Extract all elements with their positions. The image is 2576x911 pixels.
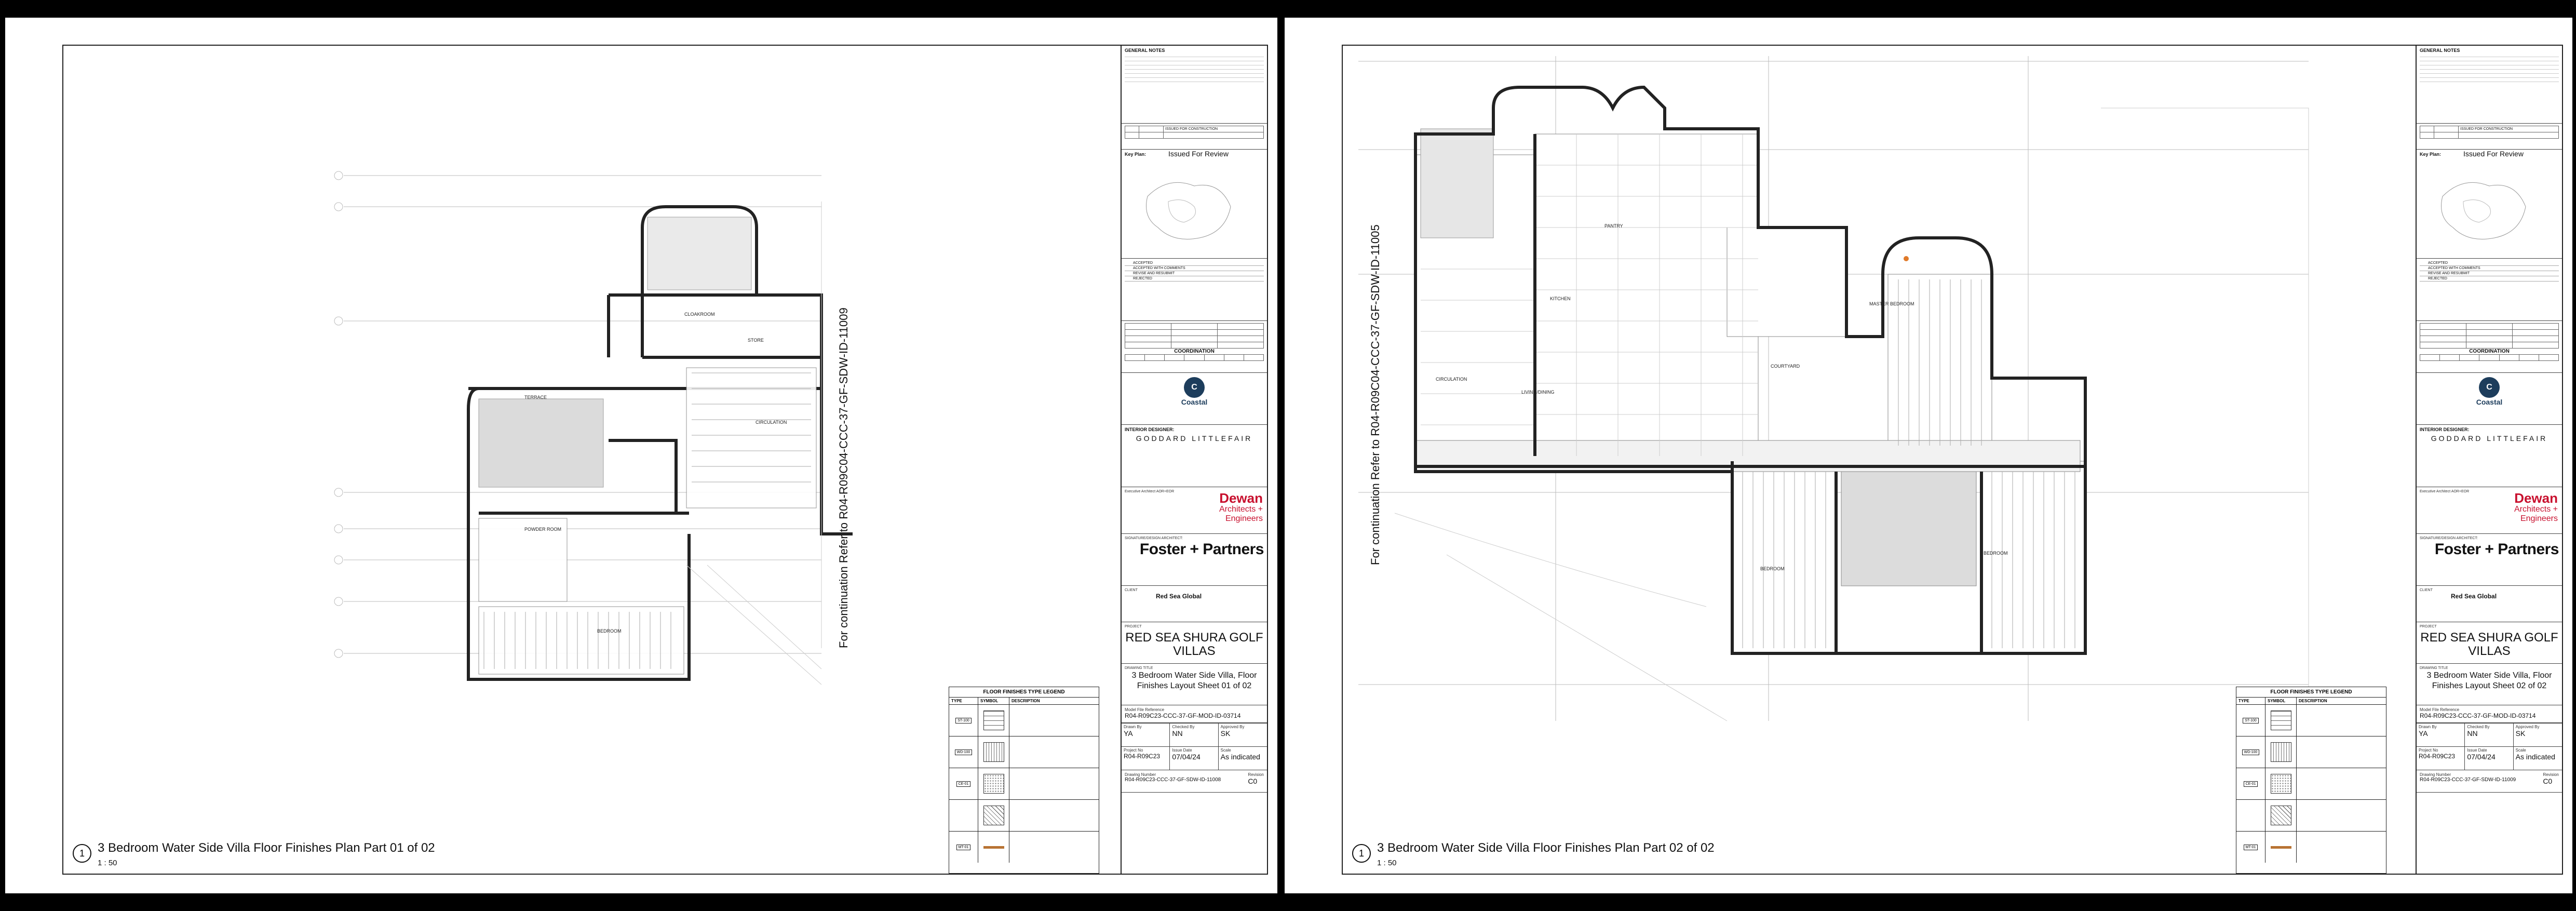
issue-date-label: Issue Date (2467, 748, 2487, 753)
revision-section (1122, 124, 1267, 150)
drawing-title-section (1122, 664, 1267, 705)
design-architect-section (1122, 534, 1267, 586)
revision-description: ISSUED FOR CONSTRUCTION (2459, 126, 2559, 132)
status-item: REVISE AND RESUBMIT (1125, 271, 1264, 276)
coastal-logo-icon: C (2479, 377, 2500, 398)
model-file-label: Model File Reference (1125, 707, 1165, 712)
dewan-logo: Dewan (1219, 490, 1263, 506)
project-no-label: Project No (1124, 748, 1143, 753)
room-label: LIVING/DINING (1521, 390, 1555, 395)
model-file-section (1122, 705, 1267, 723)
view-scale: 1 : 50 (98, 859, 117, 867)
consultant-name: Coastal (1181, 398, 1208, 406)
model-file: R04-R09C23-CCC-37-GF-MOD-ID-03714 (1125, 712, 1241, 719)
legend-title: FLOOR FINISHES TYPE LEGEND (949, 687, 1099, 698)
interior-designer-section (1122, 425, 1267, 487)
status-item: REJECTED (2420, 276, 2559, 282)
legend-row (949, 832, 1099, 863)
drawing-number-section (1122, 770, 1267, 793)
room-label: CIRCULATION (1436, 377, 1467, 382)
status-item: ACCEPTED (2420, 261, 2559, 266)
interior-designer-label: INTERIOR DESIGNER: (1125, 427, 1175, 432)
north-marker (1904, 256, 1909, 261)
model-file-section (2417, 705, 2562, 723)
view-number: 1 (73, 844, 91, 863)
legend-row (2236, 736, 2386, 768)
legend-type-tag: MT-01 (2244, 845, 2258, 850)
status-item: ACCEPTED (1125, 261, 1264, 266)
approved-by-label: Approved By (2515, 725, 2540, 729)
legend-col-type: TYPE (949, 698, 978, 704)
legend-col-type: TYPE (2236, 698, 2265, 704)
title-block (1121, 46, 1267, 874)
signature-label: SIGNATURE/DESIGN ARCHITECT: (2420, 537, 2478, 540)
approved-by: SK (2515, 729, 2526, 738)
executive-architect-section (1122, 487, 1267, 534)
drawing-title: 3 Bedroom Water Side Villa, Floor Finishes Layout Sheet 01 of 02 (1131, 671, 1257, 690)
checked-by-label: Checked By (1172, 725, 1195, 729)
room-label: BEDROOM (1984, 551, 2008, 556)
legend-header (949, 698, 1099, 705)
hatch-swatch (2271, 806, 2291, 825)
tile-swatch (2271, 711, 2291, 730)
room-label: CIRCULATION (756, 420, 787, 425)
legend-type-tag: MT-01 (956, 845, 971, 850)
scale-label: Scale (2515, 748, 2526, 753)
floor-finishes-legend (2236, 687, 2386, 874)
room-label: PANTRY (1604, 223, 1623, 229)
drawing-number: R04-R09C23-CCC-37-GF-SDW-ID-11009 (2420, 777, 2516, 783)
executive-architect-section (2417, 487, 2562, 534)
legend-row (949, 800, 1099, 832)
executive-architect-label: Executive Architect AOR+EOR (1125, 490, 1175, 493)
legend-header (2236, 698, 2386, 705)
executive-architect-label: Executive Architect AOR+EOR (2420, 490, 2470, 493)
key-plan-label: Key Plan: (1125, 152, 1147, 157)
drawing-title-label: DRAWING TITLE (1125, 666, 1153, 670)
design-architect-section (2417, 534, 2562, 586)
status-item: ACCEPTED WITH COMMENTS (1125, 266, 1264, 271)
trim-swatch (983, 846, 1004, 849)
scale: As indicated (1220, 753, 1260, 761)
drawing-number: R04-R09C23-CCC-37-GF-SDW-ID-11008 (1125, 777, 1221, 783)
dewan-sub1: Architects + (1219, 505, 1263, 514)
interior-designer-name: GODDARD LITTLEFAIR (2431, 434, 2548, 443)
status-item: ACCEPTED WITH COMMENTS (2420, 266, 2559, 271)
sheet-frame (62, 45, 1268, 875)
room-label: BEDROOM (597, 628, 622, 634)
legend-row (949, 736, 1099, 768)
foster-logo: Foster + Partners (1139, 541, 1264, 558)
floor-plan-svg (63, 46, 1032, 875)
coordination-section (2417, 321, 2562, 373)
issue-date: 07/04/24 (1172, 753, 1201, 761)
consultant-logo (1122, 373, 1267, 425)
view-title: 3 Bedroom Water Side Villa Floor Finishes Plan Part 01 of 02 (98, 841, 435, 855)
project-row (1122, 746, 1267, 770)
dots-swatch (2271, 774, 2291, 794)
status-section (2417, 259, 2562, 321)
hatch-swatch (983, 806, 1004, 825)
floor-plan-drawing (1343, 46, 2311, 874)
interior-designer-name: GODDARD LITTLEFAIR (1136, 434, 1253, 443)
legend-type-tag: ST-100 (2243, 718, 2259, 724)
general-notes-label: GENERAL NOTES (2420, 48, 2460, 53)
legend-row (949, 705, 1099, 736)
checked-by: NN (1172, 729, 1183, 738)
coordination-label: COORDINATION (1174, 349, 1215, 354)
issue-date-label: Issue Date (1172, 748, 1192, 753)
status-section (1122, 259, 1267, 321)
model-file: R04-R09C23-CCC-37-GF-MOD-ID-03714 (2420, 712, 2536, 719)
interior-designer-label: INTERIOR DESIGNER: (2420, 427, 2470, 432)
checked-by-label: Checked By (2467, 725, 2490, 729)
model-file-label: Model File Reference (2420, 707, 2460, 712)
checked-by: NN (2467, 729, 2478, 738)
client-label: CLIENT (2420, 588, 2433, 592)
drawn-by-label: Drawn By (1124, 725, 1142, 729)
room-label: STORE (748, 338, 764, 343)
drawing-number-label: Drawing Number (1125, 772, 1156, 777)
legend-type-tag: ST-100 (955, 718, 972, 724)
legend-col-symbol: SYMBOL (978, 698, 1009, 704)
revision: C0 (1248, 777, 1258, 785)
client-section (1122, 586, 1267, 622)
foster-logo: Foster + Partners (2434, 541, 2559, 558)
revision-section (2417, 124, 2562, 150)
client-name: Red Sea Global (2451, 593, 2497, 600)
legend-col-description: DESCRIPTION (2299, 699, 2327, 703)
project-name: RED SEA SHURA GOLF VILLAS (1125, 631, 1263, 658)
project-no: R04-R09C23 (1124, 753, 1161, 760)
drawing-title: 3 Bedroom Water Side Villa, Floor Finishes Layout Sheet 02 of 02 (2426, 671, 2552, 690)
room-label: COURTYARD (1771, 364, 1800, 369)
room-label: KITCHEN (1550, 296, 1571, 301)
trim-swatch (2271, 846, 2291, 849)
issue-date: 07/04/24 (2467, 753, 2496, 761)
coastal-logo-icon: C (1184, 377, 1205, 398)
revision-description: ISSUED FOR CONSTRUCTION (1164, 126, 1264, 132)
view-title: 3 Bedroom Water Side Villa Floor Finishes Plan Part 02 of 02 (1377, 841, 1715, 855)
dewan-sub1: Architects + (2514, 505, 2558, 514)
view-title-block (73, 841, 435, 867)
legend-row (2236, 768, 2386, 800)
room-label: CLOAKROOM (684, 312, 715, 317)
legend-col-symbol: SYMBOL (2265, 698, 2297, 704)
wood-swatch (983, 742, 1004, 762)
key-plan-label: Key Plan: (2420, 152, 2442, 157)
drawn-by: YA (1124, 729, 1133, 738)
key-plan-section (1122, 150, 1267, 259)
status-item: REVISE AND RESUBMIT (2420, 271, 2559, 276)
legend-type-tag: WD-100 (2242, 749, 2260, 755)
key-plan-section (2417, 150, 2562, 259)
people-row (2417, 723, 2562, 746)
key-plan-map (2432, 165, 2536, 253)
project-row (2417, 746, 2562, 770)
floor-finishes-legend (949, 687, 1099, 874)
floor-patterns (1415, 129, 2085, 653)
room-label: TERRACE (524, 395, 547, 400)
legend-col-description: DESCRIPTION (1011, 699, 1040, 703)
approved-by: SK (1220, 729, 1231, 738)
project-label: PROJECT (1125, 625, 1142, 628)
legend-type-tag: CE-01 (956, 781, 971, 787)
scale: As indicated (2515, 753, 2555, 761)
room-label: MASTER BEDROOM (1869, 301, 1914, 306)
client-name: Red Sea Global (1156, 593, 1202, 600)
tile-swatch (983, 711, 1004, 730)
continuation-note: For continuation Refer to R04-R09C04-CCC-37-GF-SDW-ID-11009 (837, 307, 850, 648)
project-no-label: Project No (2419, 748, 2438, 753)
dewan-sub2: Engineers (1225, 514, 1263, 523)
drawing-number-label: Drawing Number (2420, 772, 2451, 777)
general-notes-label: GENERAL NOTES (1125, 48, 1165, 53)
drawing-sheet-1 (5, 18, 1277, 893)
general-notes-section (1122, 46, 1267, 124)
revision-label: Revision (1248, 772, 1264, 777)
drawn-by-label: Drawn By (2419, 725, 2437, 729)
project-no: R04-R09C23 (2419, 753, 2456, 760)
floor-patterns (479, 217, 816, 674)
drawing-title-label: DRAWING TITLE (2420, 666, 2448, 670)
drawn-by: YA (2419, 729, 2428, 738)
scale-label: Scale (1220, 748, 1231, 753)
project-section (1122, 622, 1267, 664)
project-section (2417, 622, 2562, 664)
status-item: REJECTED (1125, 276, 1264, 282)
general-notes-section (2417, 46, 2562, 124)
drawing-title-section (2417, 664, 2562, 705)
consultant-name: Coastal (2476, 398, 2503, 406)
revision-label: Revision (2543, 772, 2559, 777)
drawing-number-section (2417, 770, 2562, 793)
signature-label: SIGNATURE/DESIGN ARCHITECT: (1125, 537, 1183, 540)
key-plan-map (1137, 165, 1241, 253)
issue-status: Issued For Review (2463, 150, 2524, 158)
wood-swatch (2271, 742, 2291, 762)
project-label: PROJECT (2420, 625, 2437, 628)
legend-type-tag: CE-01 (2244, 781, 2258, 787)
continuation-note: For continuation Refer to R04-R09C04-CCC-37-GF-SDW-ID-11005 (1369, 224, 1382, 565)
coordination-label: COORDINATION (2469, 349, 2510, 354)
view-title-block (1352, 841, 1715, 867)
consultant-logo (2417, 373, 2562, 425)
people-row (1122, 723, 1267, 746)
drawing-sheet-2 (1285, 18, 2572, 893)
view-scale: 1 : 50 (1377, 859, 1397, 867)
room-label: POWDER ROOM (524, 527, 561, 532)
issue-status: Issued For Review (1168, 150, 1229, 158)
approved-by-label: Approved By (1220, 725, 1245, 729)
dewan-logo: Dewan (2514, 490, 2558, 506)
dots-swatch (983, 774, 1004, 794)
coordination-section (1122, 321, 1267, 373)
sheet-frame (1342, 45, 2563, 875)
legend-title: FLOOR FINISHES TYPE LEGEND (2236, 687, 2386, 698)
legend-type-tag: WD-100 (955, 749, 973, 755)
dewan-sub2: Engineers (2520, 514, 2558, 523)
project-name: RED SEA SHURA GOLF VILLAS (2420, 631, 2558, 658)
room-label: BEDROOM (1760, 566, 1785, 571)
title-block (2416, 46, 2562, 874)
floor-plan-svg (1343, 46, 2319, 875)
legend-row (2236, 800, 2386, 832)
legend-row (949, 768, 1099, 800)
legend-row (2236, 705, 2386, 736)
client-label: CLIENT (1125, 588, 1138, 592)
client-section (2417, 586, 2562, 622)
view-number: 1 (1352, 844, 1371, 863)
interior-designer-section (2417, 425, 2562, 487)
legend-row (2236, 832, 2386, 863)
floor-plan-drawing (63, 46, 1032, 874)
revision: C0 (2543, 777, 2553, 785)
